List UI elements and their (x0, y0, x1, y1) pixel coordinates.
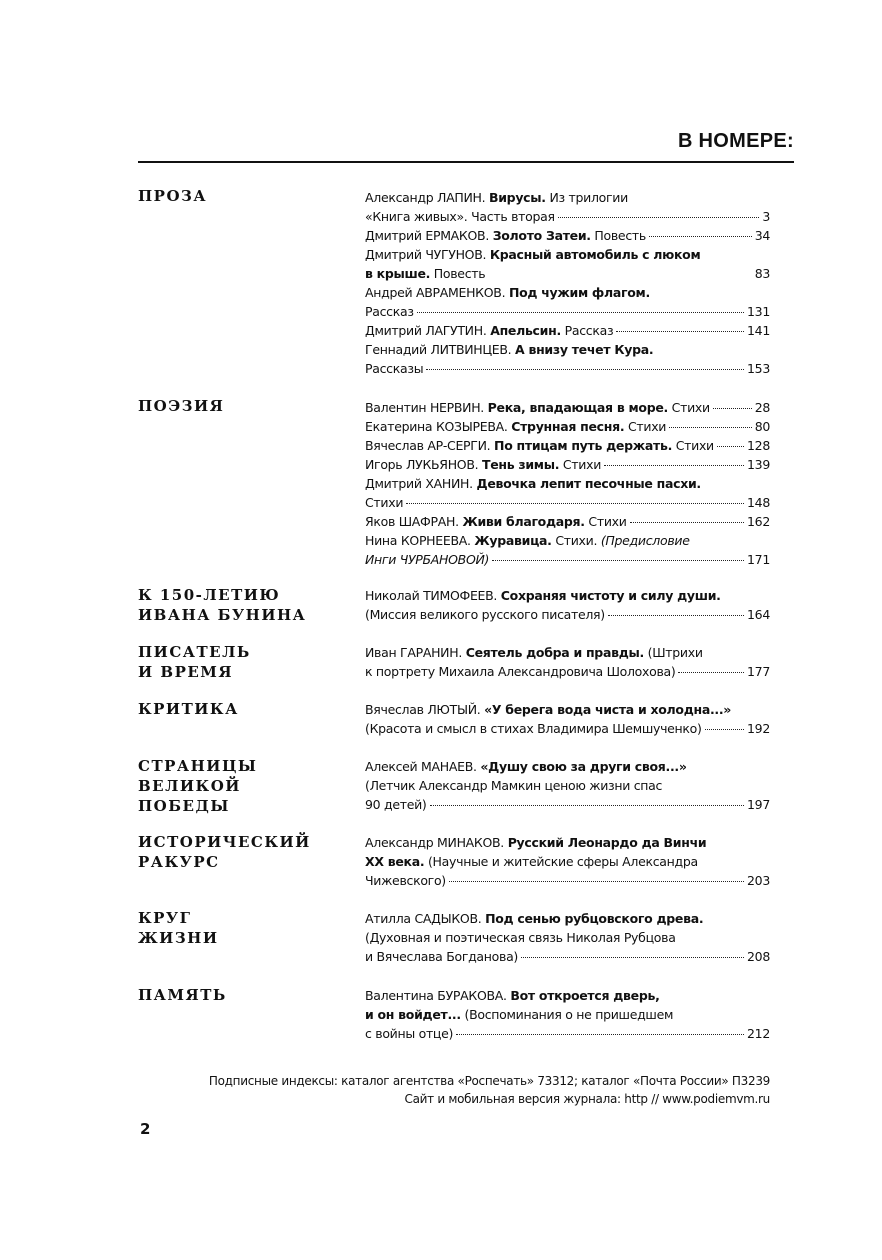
toc-entry[interactable]: Вячеслав АР-СЕРГИ. По птицам путь держать. Стихи 128 (365, 438, 770, 453)
toc-entry[interactable]: Андрей АВРАМЕНКОВ. Под чужим флагом. (365, 285, 650, 300)
toc-entry-line[interactable]: Рассказ 131 (365, 304, 770, 319)
toc-entry[interactable]: Валентин НЕРВИН. Река, впадающая в море. Стихи 28 (365, 400, 770, 415)
toc-entry[interactable]: Геннадий ЛИТВИНЦЕВ. А внизу течет Кура. (365, 342, 654, 357)
toc-entry[interactable]: Иван ГАРАНИН. Сеятель добра и правды. (Штрихи (365, 645, 703, 660)
subscription-info: Подписные индексы: каталог агентства «Роспечать» 73312; каталог «Почта России» П3239 (208, 1074, 770, 1088)
section-title: КРУГ ЖИЗНИ (138, 909, 219, 947)
toc-entry-line[interactable]: Стихи 148 (365, 495, 770, 510)
page-ref: 203 (747, 873, 770, 888)
toc-entry[interactable]: Дмитрий ЛАГУТИН. Апельсин. Рассказ 141 (365, 323, 770, 338)
toc-entry[interactable]: Екатерина КОЗЫРЕВА. Струнная песня. Стихи 80 (365, 419, 770, 434)
page-ref: 139 (747, 457, 770, 472)
toc-entry[interactable]: Александр ЛАПИН. Вирусы. Из трилогии (365, 190, 628, 205)
toc-entry[interactable]: Александр МИНАКОВ. Русский Леонардо да Винчи (365, 835, 707, 850)
toc-entry-line[interactable]: (Красота и смысл в стихах Владимира Шемшученко) 192 (365, 721, 770, 736)
section-title: ПИСАТЕЛЬ И ВРЕМЯ (138, 643, 251, 681)
toc-entry-line[interactable]: (Духовная и поэтическая связь Николая Рубцова (365, 930, 676, 945)
page-ref: 131 (747, 304, 770, 319)
toc-entry[interactable]: Игорь ЛУКЬЯНОВ. Тень зимы. Стихи 139 (365, 457, 770, 472)
toc-entry-line[interactable]: Чижевского) 203 (365, 873, 770, 888)
section-title: КРИТИКА (138, 700, 239, 718)
toc-entry[interactable]: Дмитрий ХАНИН. Девочка лепит песочные пасхи. (365, 476, 701, 491)
website-info: Сайт и мобильная версия журнала: http // www.podiemvm.ru (404, 1092, 770, 1106)
page-ref: 153 (747, 361, 770, 376)
section-title: ПОЭЗИЯ (138, 397, 225, 415)
section-title: К 150-ЛЕТИЮ ИВАНА БУНИНА (138, 586, 307, 624)
page-ref: 141 (747, 323, 770, 338)
page-ref: 192 (747, 721, 770, 736)
toc-entry-line[interactable]: и Вячеслава Богданова) 208 (365, 949, 770, 964)
section-title: СТРАНИЦЫ ВЕЛИКОЙ ПОБЕДЫ (138, 757, 258, 815)
toc-entry-line[interactable]: и он войдет... (Воспоминания о не пришедшем (365, 1007, 674, 1022)
page-ref: 171 (747, 552, 770, 567)
section-title: ИСТОРИЧЕСКИЙ РАКУРС (138, 833, 311, 871)
toc-entry[interactable]: Валентина БУРАКОВА. Вот откроется дверь, (365, 988, 660, 1003)
toc-entry-line[interactable]: в крыше. Повесть 83 (365, 266, 770, 281)
section-title: ПАМЯТЬ (138, 986, 227, 1004)
page-title: В НОМЕРЕ: (677, 130, 794, 152)
header-divider (138, 161, 794, 163)
page-ref: 177 (747, 664, 770, 679)
toc-entry[interactable]: Николай ТИМОФЕЕВ. Сохраняя чистоту и силу души. (365, 588, 721, 603)
page-number: 2 (140, 1120, 151, 1138)
page-ref: 212 (747, 1026, 770, 1041)
toc-entry[interactable]: Вячеслав ЛЮТЫЙ. «У берега вода чиста и холодна...» (365, 702, 732, 717)
toc-entry[interactable]: Яков ШАФРАН. Живи благодаря. Стихи 162 (365, 514, 770, 529)
toc-entry-line[interactable]: XX века. (Научные и житейские сферы Александра (365, 854, 698, 869)
toc-entry-line[interactable]: (Миссия великого русского писателя) 164 (365, 607, 770, 622)
section-title: ПРОЗА (138, 187, 208, 205)
page-ref: 148 (747, 495, 770, 510)
toc-entry[interactable]: Нина КОРНЕЕВА. Журавица. Стихи. (Предисловие (365, 533, 690, 548)
toc-entry-line[interactable]: «Книга живых». Часть вторая 3 (365, 209, 770, 224)
page-ref: 80 (754, 419, 770, 434)
toc-entry-line[interactable]: с войны отце) 212 (365, 1026, 770, 1041)
toc-entry-line[interactable]: Рассказы 153 (365, 361, 770, 376)
toc-entry[interactable]: Дмитрий ЧУГУНОВ. Красный автомобиль с люком (365, 247, 701, 262)
page-ref: 197 (747, 797, 770, 812)
toc-entry[interactable]: Алексей МАНАЕВ. «Душу свою за други своя...» (365, 759, 687, 774)
page-ref: 3 (762, 209, 770, 224)
toc-entry-line[interactable]: (Летчик Александр Мамкин ценою жизни спас (365, 778, 663, 793)
page-ref: 128 (747, 438, 770, 453)
page-ref: 34 (754, 228, 770, 243)
toc-entry[interactable]: Атилла САДЫКОВ. Под сенью рубцовского древа. (365, 911, 704, 926)
toc-entry-line[interactable]: к портрету Михаила Александровича Шолохова) 177 (365, 664, 770, 679)
page-ref: 83 (754, 266, 770, 281)
page-ref: 162 (747, 514, 770, 529)
toc-entry[interactable]: Дмитрий ЕРМАКОВ. Золото Затеи. Повесть 34 (365, 228, 770, 243)
toc-entry-line[interactable]: Инги ЧУРБАНОВОЙ) 171 (365, 552, 770, 567)
page-ref: 164 (747, 607, 770, 622)
page-ref: 208 (747, 949, 770, 964)
toc-entry-line[interactable]: 90 детей) 197 (365, 797, 770, 812)
page-ref: 28 (754, 400, 770, 415)
